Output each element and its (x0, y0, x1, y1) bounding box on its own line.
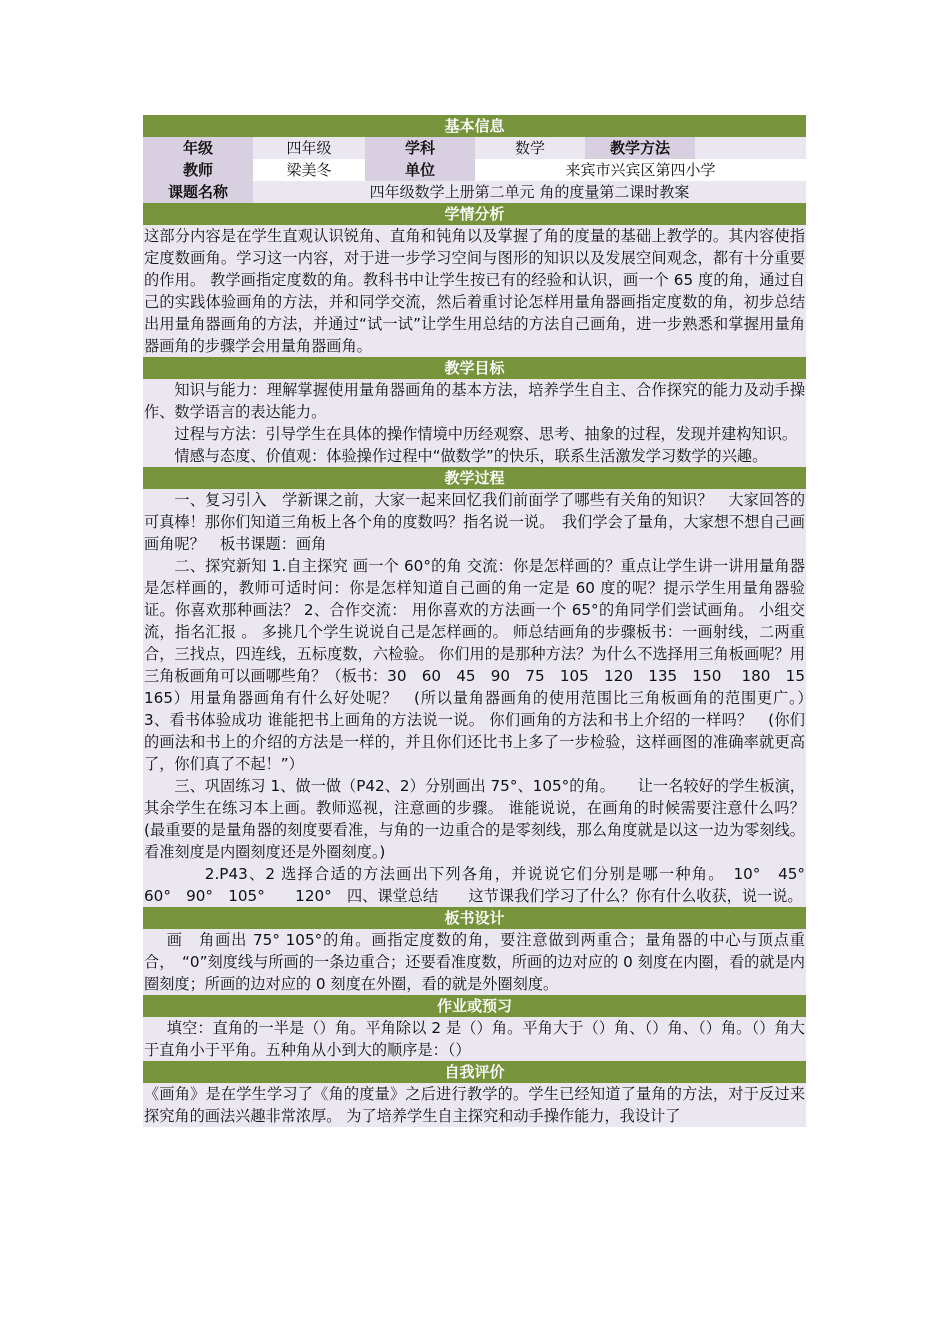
process-practice: 三、巩固练习 1、做一做（P42、2）分别画出 75°、105°的角。 让一名较好的学生板演，其余学生在练习本上画。教师巡视，注意画的步骤。 谁能说说，在画角的时候需要注意什么吗？ (最重要的是量角器的刻度要看准，与角的一边重合的是零刻线，那么角度就是以这一边为零刻线。看准刻度是内圈刻度还是外圈刻度。) (144, 777, 821, 861)
info-row-grade (143, 137, 806, 159)
objective-process: 过程与方法：引导学生在具体的操作情境中历经观察、思考、抽象的过程，发现并建构知识。 (174, 425, 798, 443)
topic-value: 四年级数学上册第二单元 角的度量第二课时教案 (253, 181, 806, 203)
teacher-value: 梁美冬 (253, 159, 365, 181)
section-header-evaluation: 自我评价 (143, 1061, 806, 1083)
process-text (143, 489, 821, 907)
board-text (143, 929, 806, 995)
unit-value: 来宾市兴宾区第四小学 (475, 159, 806, 181)
lesson-plan-table (143, 115, 821, 1127)
teacher-label: 教师 (143, 159, 253, 181)
objective-knowledge: 知识与能力：理解掌握使用量角器画角的基本方法，培养学生自主、合作探究的能力及动手操作、数学语言的表达能力。 (144, 381, 805, 421)
info-row-teacher (143, 159, 806, 181)
evaluation-text (143, 1083, 806, 1127)
board-paragraph: 画 角画出 75° 105°的角。画指定度数的角，要注意做到两重合；量角器的中心与顶点重合， “0”刻度线与所画的一条边重合；还要看准度数，所画的边对应的 0 刻度在内圈，看的就是内圈刻度；所画的边对应的 0 刻度在外圈，看的就是外圈刻度。 (144, 931, 805, 993)
objective-attitude: 情感与态度、价值观：体验操作过程中“做数学”的快乐，联系生活激发学习数学的兴趣。 (174, 447, 768, 465)
method-label: 教学方法 (585, 137, 695, 159)
info-row-topic (143, 181, 806, 203)
section-header-analysis: 学情分析 (143, 203, 806, 225)
subject-value: 数学 (475, 137, 585, 159)
process-summary: 2.P43、2 选择合适的方法画出下列各角，并说说它们分别是哪一种角。 10° 45° 60° 90° 105° 120° 四、课堂总结 这节课我们学习了什么？你有什么收获，说一说。 (144, 865, 821, 905)
objectives-text (143, 379, 806, 467)
homework-paragraph: 填空：直角的一半是（）角。平角除以 2 是（）角。平角大于（）角、（）角、（）角。（）角大于直角小于平角。五种角从小到大的顺序是：（） (144, 1019, 805, 1059)
process-explore: 二、探究新知 1.自主探究 画一个 60°的角 交流：你是怎样画的？重点让学生讲一讲用量角器是怎样画的，教师可适时问：你是怎样知道自己画的角一定是 60 度的呢？提示学生用量角器验证。你喜欢那种画法？ 2、合作交流： 用你喜欢的方法画一个 65°的角同学们尝试画角。 小组交流，指名汇报 。 多挑几个学生说说自己是怎样画的。 师总结画角的步骤板书：一画射线，二两重合，三找点，四连线，五标度数，六检验。 你们用的是那种方法？为什么不选择用三角板画呢？用三角板画角可以画哪些角？（板书：30 60 45 90 75 105 120 135 150 180 15 165）用量角器画角有什么好处呢？ (所以量角器画角的使用范围比三角板画角的范围更广。） 3、看书体验成功 谁能把书上画角的方法说一说。 你们画角的方法和书上介绍的一样吗？ (你们的画法和书上的介绍的方法是一样的，并且你们还比书上多了一步检验，这样画图的准确率就更高了，你们真了不起！”） (144, 557, 821, 773)
section-header-basic-info: 基本信息 (143, 115, 806, 137)
grade-value: 四年级 (253, 137, 365, 159)
analysis-paragraph: 这部分内容是在学生直观认识锐角、直角和钝角以及掌握了角的度量的基础上教学的。其内容使指定度数画角。学习这一内容，对于进一步学习空间与图形的知识以及发展空间观念，都有十分重要的作用。 教学画指定度数的角。教科书中让学生按已有的经验和认识，画一个 65 度的角，通过自己的实践体验画角的方法，并和同学交流，然后着重讨论怎样用量角器画指定度数的角，初步总结出用量角器画角的方法，并通过“试一试”让学生用总结的方法自己画角，进一步熟悉和掌握用量角器画角的步骤学会用量角器画角。 (144, 227, 805, 355)
grade-label: 年级 (143, 137, 253, 159)
topic-label: 课题名称 (143, 181, 253, 203)
unit-label: 单位 (365, 159, 475, 181)
homework-text (143, 1017, 806, 1061)
subject-label: 学科 (365, 137, 475, 159)
section-header-board: 板书设计 (143, 907, 806, 929)
evaluation-paragraph: 《画角》是在学生学习了《角的度量》之后进行教学的。学生已经知道了量角的方法，对于反过来探究角的画法兴趣非常浓厚。 为了培养学生自主探究和动手操作能力，我设计了 (144, 1085, 805, 1125)
section-header-process: 教学过程 (143, 467, 806, 489)
section-header-objectives: 教学目标 (143, 357, 806, 379)
analysis-text (143, 225, 806, 357)
section-header-homework: 作业或预习 (143, 995, 806, 1017)
method-value (695, 137, 806, 159)
process-review: 一、复习引入 学新课之前，大家一起来回忆我们前面学了哪些有关角的知识？ 大家回答的可真棒！那你们知道三角板上各个角的度数吗？指名说一说。 我们学会了量角，大家想不想自己画画角呢？ 板书课题：画角 (144, 491, 805, 553)
